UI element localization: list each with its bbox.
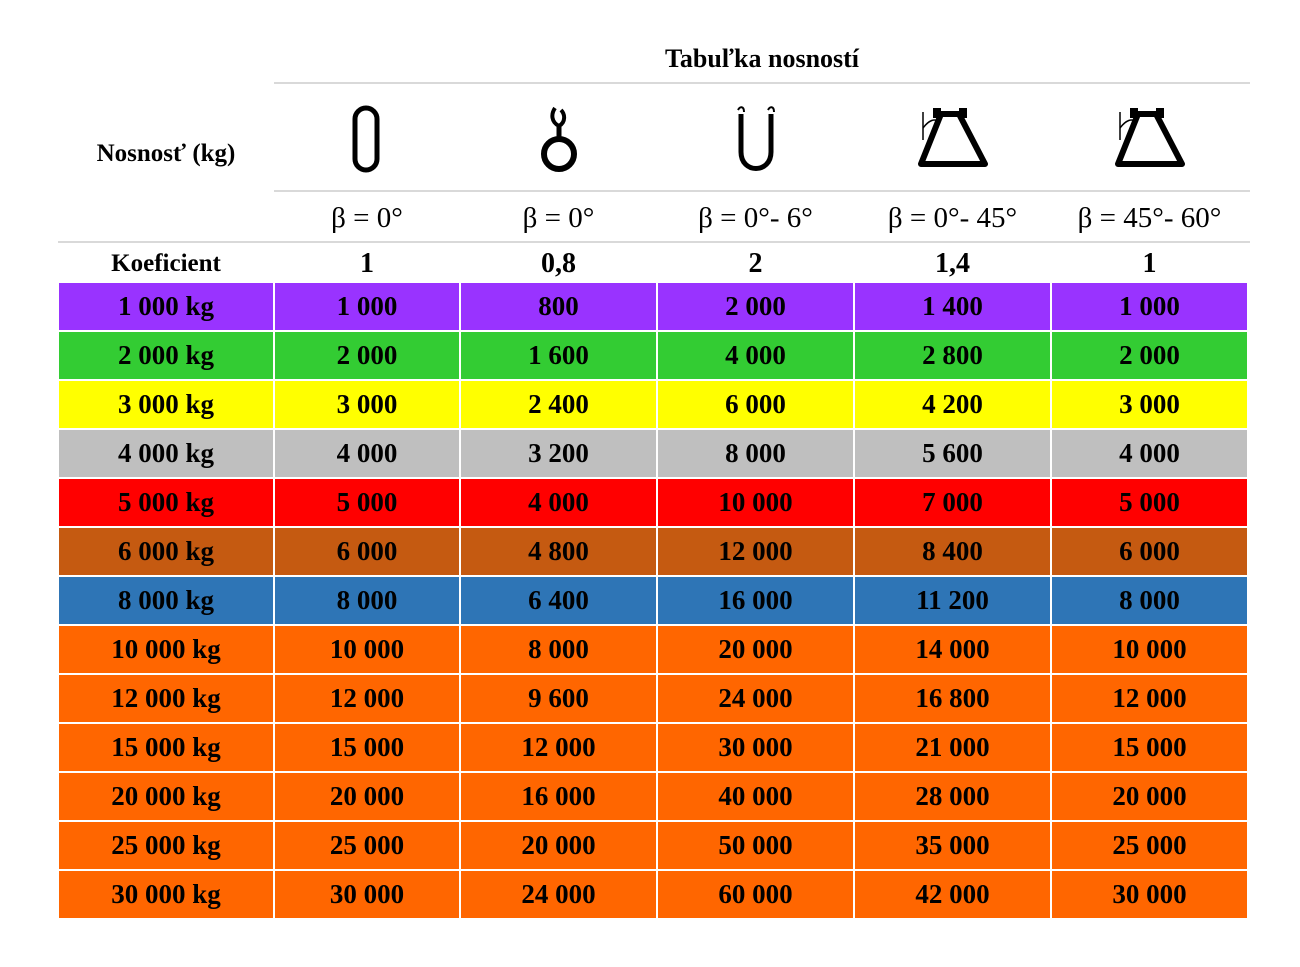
- table-cell: 30 000: [274, 870, 460, 919]
- row-capacity-label: 20 000 kg: [58, 772, 274, 821]
- table-cell: 50 000: [657, 821, 854, 870]
- basket-hitch-icon: [657, 92, 854, 188]
- table-cell: 30 000: [1051, 870, 1248, 919]
- table-cell: 11 200: [854, 576, 1051, 625]
- table-cell: 12 000: [657, 527, 854, 576]
- table-cell: 42 000: [854, 870, 1051, 919]
- table-cell: 8 000: [657, 429, 854, 478]
- koeficient-label: Koeficient: [111, 250, 221, 277]
- header-icon-line: [274, 190, 1250, 192]
- table-cell: 16 000: [657, 576, 854, 625]
- table-cell: 24 000: [460, 870, 657, 919]
- row-capacity-label: 5 000 kg: [58, 478, 274, 527]
- table-cell: 8 000: [460, 625, 657, 674]
- table-cell: 4 000: [657, 331, 854, 380]
- row-capacity-label: 25 000 kg: [58, 821, 274, 870]
- table-cell: 1 000: [1051, 282, 1248, 331]
- koeficient-value: 2: [748, 248, 763, 279]
- koeficient-value: 1,4: [935, 248, 970, 279]
- basket-angle-icon: [1051, 92, 1248, 188]
- table-cell: 5 600: [854, 429, 1051, 478]
- table-cell: 800: [460, 282, 657, 331]
- table-cell: 2 400: [460, 380, 657, 429]
- table-cell: 20 000: [274, 772, 460, 821]
- table-cell: 12 000: [1051, 674, 1248, 723]
- table-cell: 7 000: [854, 478, 1051, 527]
- table-cell: 10 000: [657, 478, 854, 527]
- table-cell: 6 400: [460, 576, 657, 625]
- table-cell: 4 200: [854, 380, 1051, 429]
- table-cell: 20 000: [460, 821, 657, 870]
- table-cell: 6 000: [657, 380, 854, 429]
- table-cell: 16 800: [854, 674, 1051, 723]
- table-cell: 3 200: [460, 429, 657, 478]
- koeficient-value: 1: [360, 248, 374, 279]
- angle-label: β = 0°- 45°: [887, 201, 1018, 234]
- table-cell: 4 000: [274, 429, 460, 478]
- angle-label: β = 0°: [522, 201, 595, 234]
- table-cell: 2 000: [274, 331, 460, 380]
- table-cell: 35 000: [854, 821, 1051, 870]
- table-cell: 5 000: [1051, 478, 1248, 527]
- table-cell: 6 000: [274, 527, 460, 576]
- table-cell: 10 000: [274, 625, 460, 674]
- table-cell: 2 000: [1051, 331, 1248, 380]
- table-cell: 25 000: [274, 821, 460, 870]
- row-capacity-label: 6 000 kg: [58, 527, 274, 576]
- table-cell: 2 800: [854, 331, 1051, 380]
- row-capacity-label: 30 000 kg: [58, 870, 274, 919]
- header-angle-line: [58, 241, 1250, 243]
- table-cell: 15 000: [274, 723, 460, 772]
- table-cell: 25 000: [1051, 821, 1248, 870]
- table-cell: 30 000: [657, 723, 854, 772]
- table-cell: 28 000: [854, 772, 1051, 821]
- table-cell: 20 000: [657, 625, 854, 674]
- table-cell: 1 000: [274, 282, 460, 331]
- row-capacity-label: 10 000 kg: [58, 625, 274, 674]
- table-cell: 6 000: [1051, 527, 1248, 576]
- table-cell: 4 000: [1051, 429, 1248, 478]
- table-cell: 4 000: [460, 478, 657, 527]
- table-cell: 40 000: [657, 772, 854, 821]
- table-cell: 12 000: [274, 674, 460, 723]
- row-capacity-label: 15 000 kg: [58, 723, 274, 772]
- table-cell: 3 000: [1051, 380, 1248, 429]
- capacity-header-label: Nosnosť (kg): [96, 140, 236, 167]
- table-cell: 10 000: [1051, 625, 1248, 674]
- table-cell: 1 400: [854, 282, 1051, 331]
- table-cell: 14 000: [854, 625, 1051, 674]
- row-capacity-label: 4 000 kg: [58, 429, 274, 478]
- vertical-loop-icon: [274, 92, 460, 188]
- koeficient-value: 1: [1142, 248, 1157, 279]
- table-cell: 12 000: [460, 723, 657, 772]
- table-cell: 5 000: [274, 478, 460, 527]
- table-cell: 4 800: [460, 527, 657, 576]
- row-capacity-label: 1 000 kg: [58, 282, 274, 331]
- row-capacity-label: 2 000 kg: [58, 331, 274, 380]
- basket-angle-icon: [854, 92, 1051, 188]
- table-cell: 8 000: [274, 576, 460, 625]
- table-title: Tabuľka nosností: [664, 44, 860, 73]
- row-capacity-label: 12 000 kg: [58, 674, 274, 723]
- koeficient-value: 0,8: [541, 248, 576, 279]
- table-cell: 60 000: [657, 870, 854, 919]
- angle-label: β = 0°: [331, 201, 403, 234]
- choke-hitch-icon: [460, 92, 657, 188]
- capacity-table: [58, 282, 1248, 919]
- angle-label: β = 0°- 6°: [698, 201, 813, 234]
- table-cell: 9 600: [460, 674, 657, 723]
- angle-label: β = 45°- 60°: [1077, 201, 1222, 234]
- table-cell: 15 000: [1051, 723, 1248, 772]
- row-capacity-label: 3 000 kg: [58, 380, 274, 429]
- table-cell: 8 400: [854, 527, 1051, 576]
- row-capacity-label: 8 000 kg: [58, 576, 274, 625]
- header-top-line: [274, 82, 1250, 84]
- table-cell: 24 000: [657, 674, 854, 723]
- table-cell: 2 000: [657, 282, 854, 331]
- table-cell: 21 000: [854, 723, 1051, 772]
- table-cell: 1 600: [460, 331, 657, 380]
- table-cell: 8 000: [1051, 576, 1248, 625]
- table-cell: 3 000: [274, 380, 460, 429]
- table-cell: 20 000: [1051, 772, 1248, 821]
- table-cell: 16 000: [460, 772, 657, 821]
